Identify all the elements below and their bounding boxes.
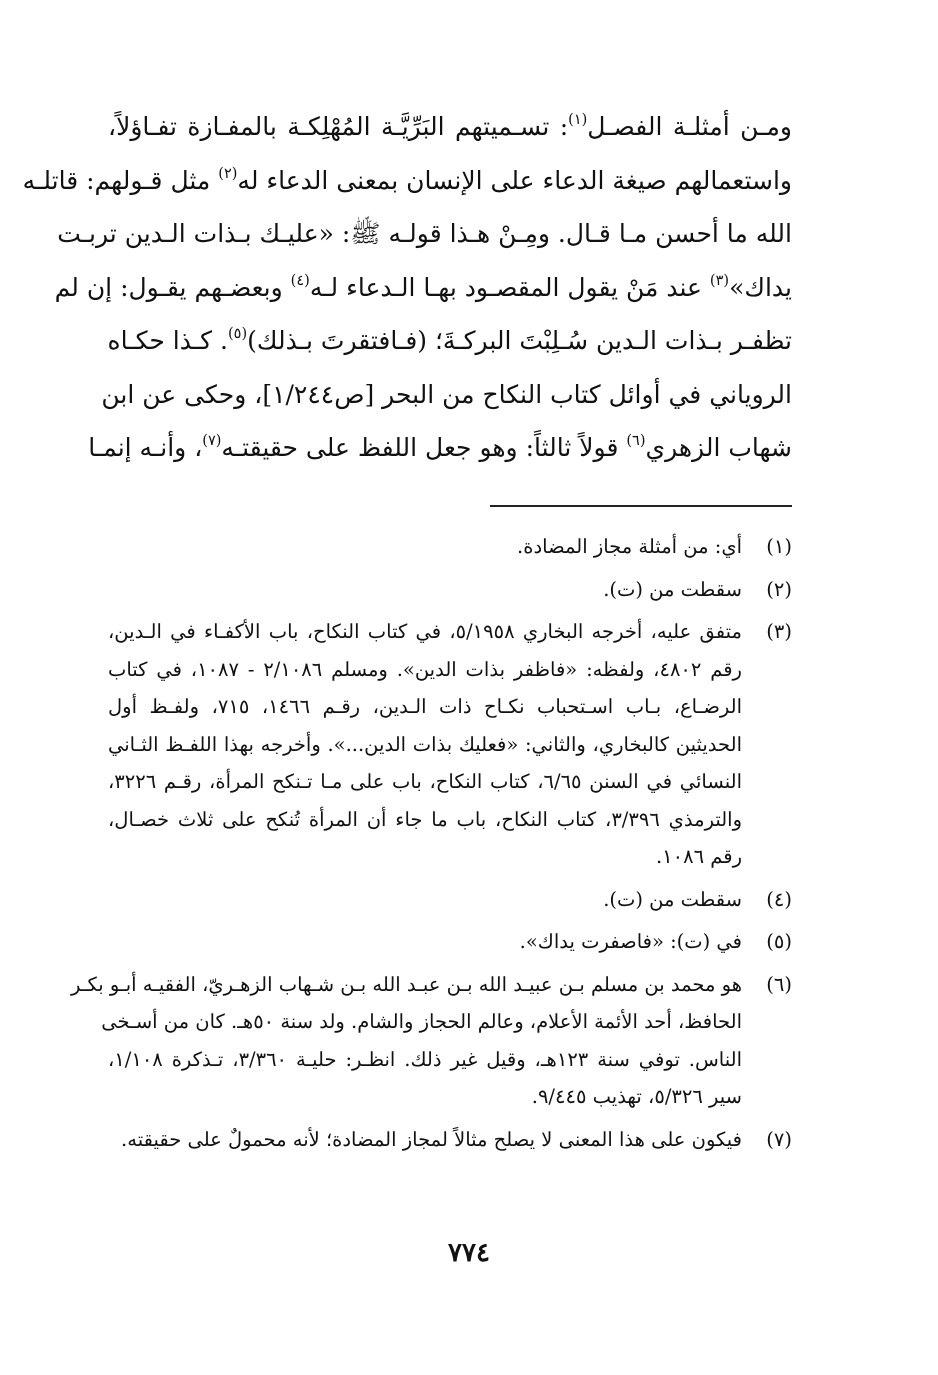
main-text (22, 100, 792, 475)
footnote-line: سقطت من (ت). (603, 577, 742, 601)
footnote-number: (١) (766, 535, 792, 558)
footnote-line: رقم ٤٨٠٢، ولفظه: «فاظفر بذات الدين». ومسلم ٢/١٠٨٦ - ١٠٨٧، في كتاب (108, 657, 742, 681)
footnote-line: هو محمد بن مسلم بـن عبيـد الله بـن عبـد الله بـن شـهاب الزهـريّ، الفقيـه أبـو بكـر (71, 972, 742, 996)
footnote-1 (108, 528, 792, 566)
text-run: واستعمالهم صيغة الدعاء على الإنسان بمعنى الدعاء له (237, 165, 792, 195)
page-number: ٧٧٤ (448, 1238, 490, 1268)
footnote-line: النسائي في السنن ٦/٦٥، كتاب النكاح، باب على مـا تـنكح المرأة، رقـم ٣٢٢٦، (108, 770, 742, 793)
footnote-ref-5[interactable]: (٥) (227, 326, 248, 343)
footnote-number: (٤) (766, 887, 792, 911)
footnote-3 (108, 613, 792, 876)
text-run: مثل قـولهم: قاتلـه (22, 165, 219, 195)
main-text-line (108, 314, 792, 368)
text-run: الله ما أحسن مـا قـال. ومِـنْ هـذا قولـه ﷺ: «عليـك بـذات الـدين تربـت (57, 219, 792, 248)
main-text-line (54, 261, 792, 315)
footnote-line: الناس. توفي سنة ١٢٣هـ، وقيل غير ذلك. انظـر: حليـة ٣/٣٦٠، تـذكرة ١/١٠٨، (108, 1047, 742, 1071)
footnote-ref-1[interactable]: (١) (568, 112, 588, 129)
text-run: تظفـر بـذات الـدين سُـلِبْتَ البركـةَ؛ (فـافتقرتَ بـذلك) (247, 326, 792, 355)
footnote-number: (٣) (766, 620, 792, 643)
text-run: . كـذا حكـاه (107, 326, 228, 355)
footnote-line: أي: من أمثلة مجاز المضادة. (517, 535, 742, 558)
main-text-line (88, 421, 792, 475)
text-run: قولاً ثالثاً: وهو جعل اللفظ على حقيقتـه (221, 433, 627, 462)
footnote-number: (٢) (766, 577, 792, 601)
footnote-line: الحديثين كالبخاري، والثاني: «فعليك بذات الدين...». وأخرجه بهذا اللفـظ الثـاني (108, 732, 742, 756)
footnote-line: فيكون على هذا المعنى لا يصلح مثالاً لمجاز المضادة؛ لأنه محمولٌ على حقيقته. (121, 1127, 742, 1151)
main-text-line (108, 100, 792, 154)
main-text-line (57, 207, 792, 261)
footnote-ref-3[interactable]: (٣) (709, 272, 730, 289)
footnote-number: (٧) (766, 1127, 792, 1151)
footnote-ref-4[interactable]: (٤) (290, 272, 310, 289)
main-text-line (101, 368, 792, 422)
footnote-line: رقم ١٠٨٦. (655, 845, 742, 868)
footnote-line: الحافظ، أحد الأئمة الأعلام، وعالم الحجاز والشام. ولد سنة ٥٠هـ. كان من أسـخى (101, 1010, 742, 1033)
text-run: عند مَنْ يقول المقصـود بهـا الـدعاء لـه (309, 272, 710, 302)
text-run: : تسـميتهم البَرِّيَّـة المُهْلِكـة بالمفـازة تفـاؤلاً، (108, 112, 569, 141)
footnote-2 (108, 571, 792, 609)
footnote-line: في (ت): «فاصفرت يداك». (519, 930, 742, 953)
footnote-4 (108, 881, 792, 919)
footnote-5 (108, 923, 792, 961)
footnote-ref-6[interactable]: (٦) (626, 433, 646, 450)
footnote-line: والترمذي ٣/٣٩٦، كتاب النكاح، باب ما جاء أن المرأة تُنكح على ثلاث خصـال، (108, 807, 742, 831)
footnote-line: سقطت من (ت). (603, 887, 742, 911)
main-text-line (22, 154, 792, 208)
text-run: وبعضـهم يقـول: إن لم (54, 272, 291, 302)
text-run: ومـن أمثلـة الفصـل (587, 112, 792, 141)
footnotes (71, 528, 792, 1163)
footnote-line: الرضـاع، بـاب اسـتحباب نكـاح ذات الـدين، رقـم ١٤٦٦، ٧١٥، ولفـظ أول (108, 695, 742, 718)
text-run: يداك» (729, 272, 792, 302)
text-run: ، وأنـه إنمـا (88, 433, 203, 462)
footnote-separator (490, 505, 792, 507)
footnote-7 (108, 1121, 792, 1159)
footnote-ref-7[interactable]: (٧) (202, 433, 222, 450)
text-run: الروياني في أوائل كتاب النكاح من البحر [ص١/٢٤٤]، وحكى عن ابن (101, 379, 792, 409)
footnote-ref-2[interactable]: (٢) (218, 165, 238, 182)
footnote-line: متفق عليه، أخرجه البخاري ٥/١٩٥٨، في كتاب النكاح، باب الأكفـاء في الـدين، (108, 620, 742, 643)
text-run: شهاب الزهري (645, 433, 792, 462)
footnote-number: (٦) (766, 972, 792, 996)
footnote-number: (٥) (766, 930, 792, 953)
footnote-6 (71, 966, 792, 1116)
footnote-line: سير ٥/٣٢٦، تهذيب ٩/٤٤٥. (531, 1085, 742, 1108)
